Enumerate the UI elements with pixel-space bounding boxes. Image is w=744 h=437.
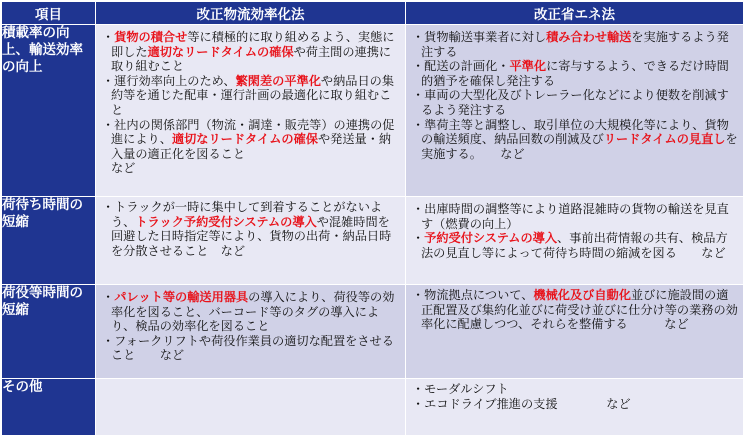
row-handling-col1: [96, 285, 406, 379]
comparison-table: [1, 1, 744, 436]
bullet-text: や混雑時間を回避した日時指定等により、貨物の出荷・納品日時を分散させること など: [111, 214, 392, 258]
bullet-text: ・モーダルシフト: [412, 382, 509, 396]
bullet-text: ・配送の計画化・: [412, 59, 510, 74]
table-row: [2, 379, 744, 436]
bullet-item: [412, 88, 739, 117]
bullet-item: [412, 382, 739, 397]
row-other-col1: [96, 379, 406, 436]
bullet-item: [102, 200, 401, 258]
highlighted-text: 機械化及び自動化: [533, 288, 631, 302]
row-label-other: その他: [2, 379, 96, 436]
bullet-text: ・物流拠点について、: [412, 288, 534, 302]
row-label-waiting: 荷待ち時間の短縮: [2, 197, 96, 285]
bullet-item: [412, 202, 739, 231]
bullet-text: ・車両の大型化及びトレーラー化などにより便数を削減するよう発注する: [412, 88, 729, 117]
cell-content: [406, 25, 743, 161]
row-loading-col1: [96, 25, 406, 197]
bullet-item: [412, 118, 739, 162]
bullet-item: [102, 334, 401, 363]
highlighted-text: 平準化: [509, 59, 547, 74]
highlighted-text: 繁閑差の平準化: [235, 73, 321, 88]
bullet-item: [412, 30, 739, 59]
highlighted-text: 積み合わせ輸送: [546, 30, 632, 44]
bullet-item: [102, 74, 401, 118]
bullet-text: ・出庫時間の調整等により道路混雑時の貨物の輸送を見直す（燃費の向上）: [412, 202, 729, 231]
header-item: 項目: [2, 2, 96, 25]
bullet-text: 等に積極的に取り組めるよう、実態に即した: [111, 30, 395, 59]
bullet-text: 並びに施設間の適正配置及び集約化並びに荷受け並びに仕分け等の業務の効率化に配慮しつつ、それらを整備する など: [421, 288, 738, 332]
bullet-item: [102, 118, 401, 176]
bullet-item: [412, 231, 739, 260]
cell-content: [406, 197, 743, 260]
header-col2: 改正省エネ法: [406, 2, 744, 25]
row-label-handling: 荷役等時間の短縮: [2, 285, 96, 379]
bullet-text: や納品日の集約等を通じた配車・運行計画の最適化に取り組むこと: [111, 73, 395, 117]
row-waiting-col2: [406, 197, 744, 285]
bullet-text: ・貨物輸送事業者に対し: [412, 30, 547, 44]
table-row: [2, 197, 744, 285]
cell-content: [406, 285, 743, 332]
header-row: [2, 2, 744, 25]
highlighted-text: 予約受付システムの導入: [424, 231, 558, 246]
bullet-text: や発送量・納入量の適正化を図ること: [111, 132, 392, 161]
row-other-col2: [406, 379, 744, 436]
comparison-table-wrapper: [1, 1, 743, 436]
bullet-text: ・: [102, 30, 115, 44]
bullet-text: ・エコドライブ推進の支援 など: [412, 396, 631, 411]
bullet-text: など: [111, 161, 136, 176]
highlighted-text: 適切なリードタイムの確保: [171, 132, 318, 147]
highlighted-text: 適切なリードタイムの確保: [147, 44, 294, 59]
cell-content: [96, 197, 405, 258]
bullet-text: ・: [102, 290, 115, 304]
bullet-text: や荷主間の連携に取り組むこと: [111, 44, 392, 74]
highlighted-text: パレット等の輸送用器具: [114, 290, 249, 304]
bullet-text: ・運行効率向上のため、: [102, 73, 236, 88]
bullet-text: ・準荷主等と調整し、取引単位の大規模化等により、貨物の輸送頻度、納品回数の削減及び: [412, 117, 729, 147]
highlighted-text: リードタイムの見直し: [603, 132, 726, 147]
bullet-text: ・: [412, 231, 425, 246]
bullet-item: [412, 397, 739, 412]
bullet-item: [102, 290, 401, 334]
bullet-item: [102, 30, 401, 74]
cell-content: [406, 379, 743, 411]
cell-content: [96, 25, 405, 176]
bullet-item: [412, 288, 739, 332]
row-label-loading: 積載率の向上、輸送効率の向上: [2, 25, 96, 197]
cell-content: [96, 379, 405, 384]
bullet-text: ・フォークリフトや荷役作業員の適切な配置をさせること など: [102, 333, 394, 363]
header-col1: 改正物流効率化法: [96, 2, 406, 25]
bullet-text: を実施するよう発注する: [421, 30, 729, 59]
highlighted-text: トラック予約受付システムの導入: [135, 214, 317, 229]
table-row: [2, 25, 744, 197]
bullet-text: 、事前出荷情報の共有、検品方法の見直し等によって荷待ち時間の縮減を図る など: [421, 231, 728, 260]
bullet-item: [412, 59, 739, 88]
row-handling-col2: [406, 285, 744, 379]
highlighted-text: 貨物の積合せ: [114, 30, 188, 44]
bullet-text: ・トラックが一時に集中して到着することがないよう、: [102, 200, 383, 229]
bullet-text: に寄与するよう、できるだけ時間的猶予を確保し発注する: [421, 59, 729, 88]
row-loading-col2: [406, 25, 744, 197]
table-row: [2, 285, 744, 379]
cell-content: [96, 285, 405, 363]
bullet-text: の導入により、荷役等の効率化を図ること、バーコード等のタグの導入により、検品の効率化を図ること: [111, 290, 395, 334]
bullet-text: を実施する。 など: [421, 132, 738, 161]
row-waiting-col1: [96, 197, 406, 285]
bullet-text: ・社内の関係部門（物流・調達・販売等）の連携の促進により、: [102, 117, 395, 147]
